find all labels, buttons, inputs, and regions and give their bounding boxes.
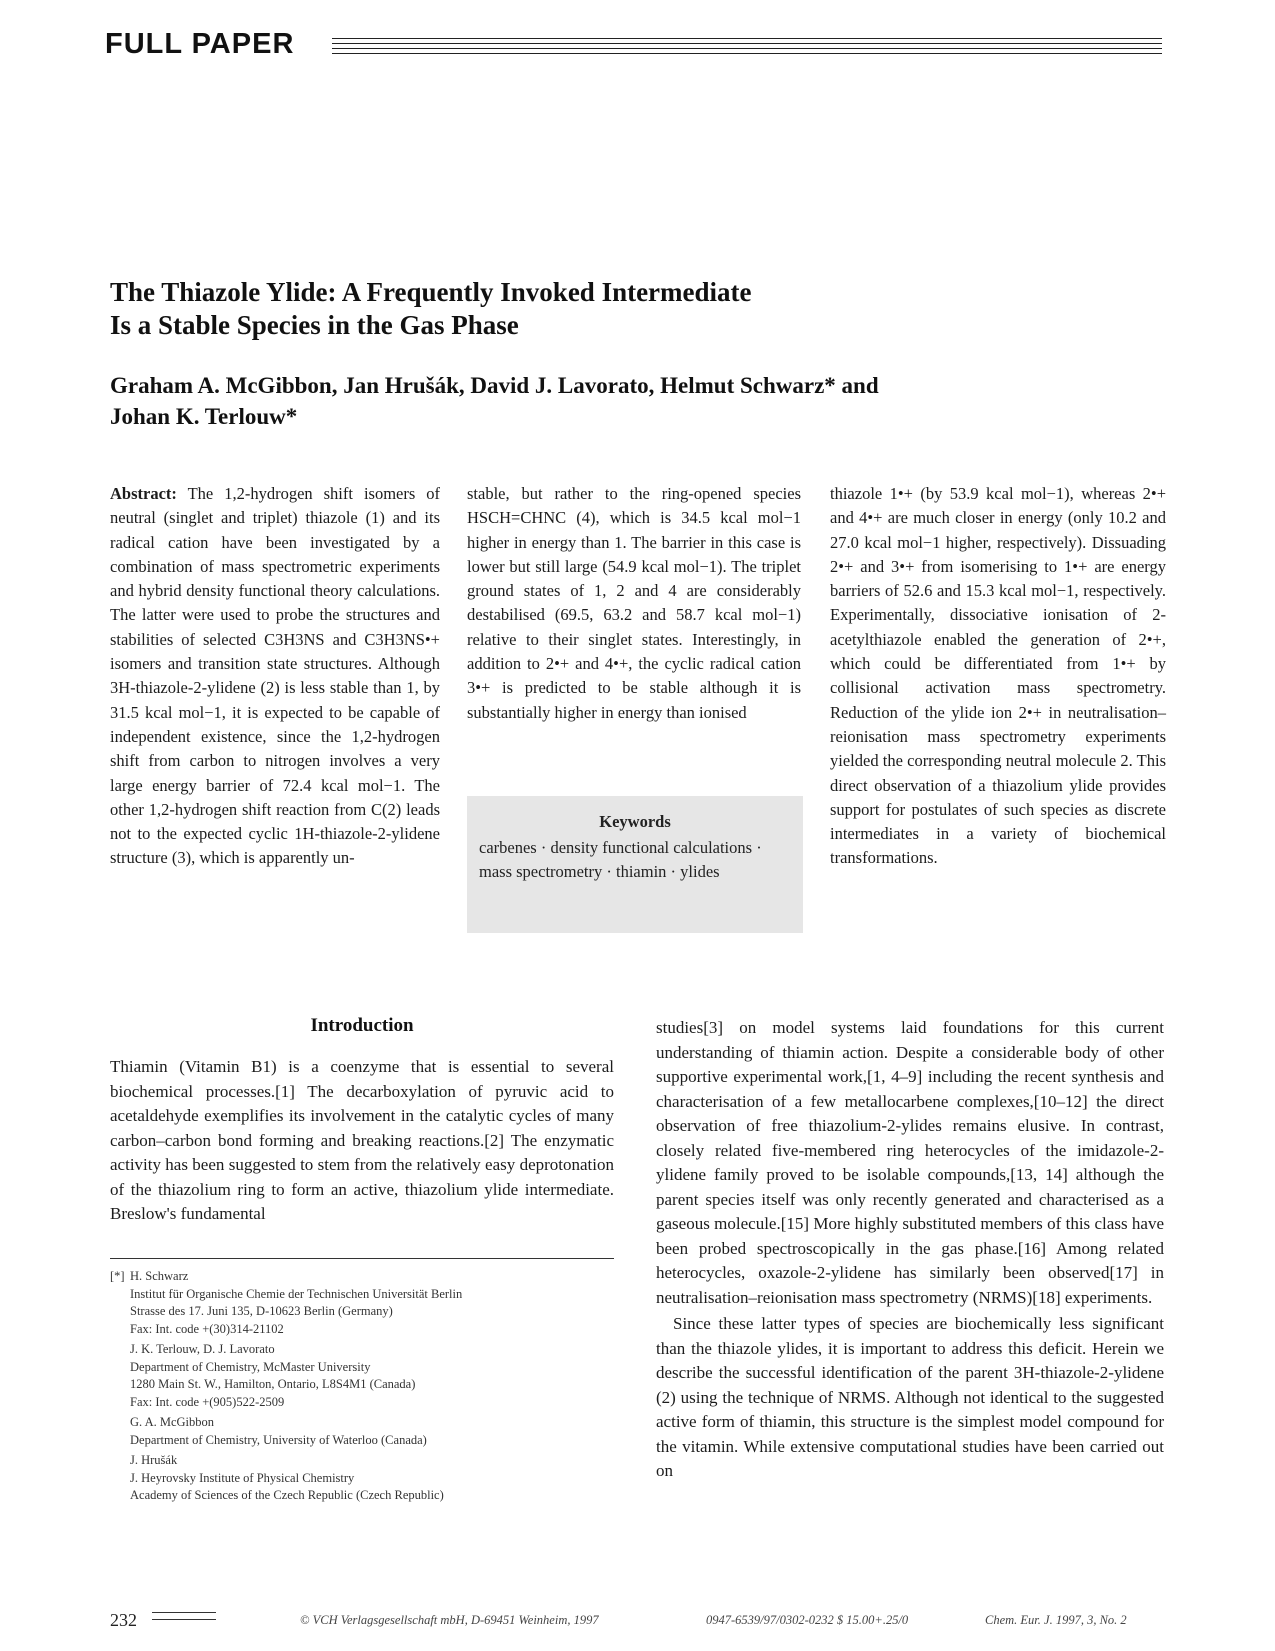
introduction-right-column xyxy=(656,1016,1164,1484)
introduction-paragraph-3: Since these latter types of species are biochemically less significant than the thiazole ylides, it is important to address this deficit. Herein we describe the successful identification of the parent 3H-thiazole-2-ylidene (2) using the technique of NRMS. Although not identical to the suggested active form of thiamin, this structure is the simplest model compound for the vitamin. While extensive computational studies have been carried out on xyxy=(656,1314,1164,1480)
affiliation-block xyxy=(110,1452,614,1505)
affiliation-line: Fax: Int. code +(905)522-2509 xyxy=(130,1394,285,1409)
affiliation-line: J. Heyrovsky Institute of Physical Chemistry xyxy=(130,1470,355,1485)
introduction-left-column xyxy=(110,1055,614,1227)
introduction-paragraph-2: studies[3] on model systems laid foundations for this current understanding of thiamin action. Despite a considerable body of other supportive experimental work,[1, 4–9] including the recent synthesis and characterisation of a few metallocarbene complexes,[10–12] the direct observation of free thiazolium-2-ylides remains elusive. In contrast, closely related five-membered ring heterocycles of the imidazole-2-ylidene family proved to be isolable compounds,[13, 14] although the parent species itself was only recently generated and characterised as a gaseous molecule.[15] More highly substituted members of this class have been probed spectroscopically in the gas phase.[16] Among related heterocycles, oxazole-2-ylidene has similarly been observed[17] in neutralisation–reionisation mass spectrometry (NRMS)[18] experiments. xyxy=(656,1018,1164,1307)
author-affiliations xyxy=(110,1268,614,1508)
affiliation-name: J. Hrušák xyxy=(130,1453,178,1467)
affiliation-block xyxy=(110,1414,614,1449)
affiliation-line: Department of Chemistry, University of Waterloo (Canada) xyxy=(130,1432,427,1447)
affiliation-name: H. Schwarz xyxy=(130,1269,189,1283)
keywords-text: carbenes · density functional calculations · mass spectrometry · thiamin · ylides xyxy=(479,838,762,881)
abstract-text-2: stable, but rather to the ring-opened species HSCH=CHNC (4), which is 34.5 kcal mol−1 higher in energy than 1. The barrier in this case is lower but still large (54.9 kcal mol−1). The triplet ground states of 1, 2 and 4 are considerably destabilised (69.5, 63.2 and 58.7 kcal mol−1) relative to their singlet states. Interestingly, in addition to 2•+ and 4•+, the cyclic radical cation 3•+ is predicted to be stable although it is substantially higher in energy than ionised xyxy=(467,484,801,722)
article-title xyxy=(110,276,1010,342)
abstract-column-3 xyxy=(830,482,1166,871)
footnote-divider xyxy=(110,1258,614,1259)
affiliation-line: Academy of Sciences of the Czech Republic (Czech Republic) xyxy=(130,1488,444,1502)
page-number: 232 xyxy=(110,1610,137,1630)
affiliation-name: G. A. McGibbon xyxy=(130,1415,215,1429)
affiliation-block xyxy=(110,1341,614,1411)
header-rules xyxy=(332,38,1162,60)
authors-line-1: Graham A. McGibbon, Jan Hrušák, David J. Lavorato, Helmut Schwarz* and xyxy=(110,373,879,398)
abstract-label: Abstract: xyxy=(110,484,177,503)
abstract-text-1: The 1,2-hydrogen shift isomers of neutral (singlet and triplet) thiazole (1) and its radical cation have been investigated by a combination of mass spectrometric experiments and hybrid density functional theory calculations. The latter were used to probe the structures and stabilities of selected C3H3NS and C3H3NS•+ isomers and transition state structures. Although 3H-thiazole-2-ylidene (2) is less stable than 1, by 31.5 kcal mol−1, it is expected to be capable of independent existence, since the 1,2-hydrogen shift from carbon to nitrogen involves a very large energy barrier of 72.4 kcal mol−1. The other 1,2-hydrogen shift reaction from C(2) leads not to the expected cyclic 1H-thiazole-2-ylidene structure (3), which is apparently un- xyxy=(110,484,441,868)
title-line-1: The Thiazole Ylide: A Frequently Invoked Intermediate xyxy=(110,277,752,307)
introduction-paragraph-1: Thiamin (Vitamin B1) is a coenzyme that is essential to several biochemical processes.[1] The decarboxylation of pyruvic acid to acetaldehyde exemplifies its involvement in the catalytic cycles of many carbon–carbon bond forming and breaking reactions.[2] The enzymatic activity has been suggested to stem from the relatively easy deprotonation of the thiazolium ring to form an active, thiazolium ylide intermediate. Breslow's fundamental xyxy=(110,1057,614,1223)
affiliation-line: Department of Chemistry, McMaster University xyxy=(130,1359,371,1374)
title-line-2: Is a Stable Species in the Gas Phase xyxy=(110,310,519,340)
footnote-mark: [*] xyxy=(110,1269,125,1283)
authors-line-2: Johan K. Terlouw* xyxy=(110,404,298,429)
author-list xyxy=(110,370,1060,432)
abstract-column-1 xyxy=(110,482,440,871)
affiliation-line: Fax: Int. code +(30)314-21102 xyxy=(130,1321,284,1336)
keywords-title: Keywords xyxy=(599,812,671,831)
journal-citation: Chem. Eur. J. 1997, 3, No. 2 xyxy=(985,1613,1127,1627)
affiliation-line: 1280 Main St. W., Hamilton, Ontario, L8S4M1 (Canada) xyxy=(130,1377,416,1391)
affiliation-line: Strasse des 17. Juni 135, D-10623 Berlin (Germany) xyxy=(130,1304,393,1318)
section-label: FULL PAPER xyxy=(105,28,295,60)
issn-line: 0947-6539/97/0302-0232 $ 15.00+.25/0 xyxy=(706,1613,909,1627)
abstract-column-2 xyxy=(467,482,801,725)
affiliation-block xyxy=(110,1268,614,1338)
introduction-heading: Introduction xyxy=(310,1015,414,1036)
page-number-rule xyxy=(152,1612,216,1626)
keywords-box xyxy=(467,796,803,933)
affiliation-line: Institut für Organische Chemie der Technischen Universität Berlin xyxy=(130,1286,463,1301)
abstract-text-3: thiazole 1•+ (by 53.9 kcal mol−1), whereas 2•+ and 4•+ are much closer in energy (only 10.2 and 27.0 kcal mol−1 higher, respectively). Dissuading 2•+ and 3•+ from isomerising to 1•+ are energy barriers of 52.6 and 15.3 kcal mol−1, respectively. Experimentally, dissociative ionisation of 2-acetylthiazole enabled the generation of 2•+, which could be differentiated from 1•+ by collisional activation mass spectrometry. Reduction of the ylide ion 2•+ in neutralisation–reionisation mass spectrometry experiments yielded the corresponding neutral molecule 2. This direct observation of a thiazolium ylide provides support for postulates of such species as discrete intermediates in a variety of biochemical transformations. xyxy=(830,484,1166,868)
affiliation-name: J. K. Terlouw, D. J. Lavorato xyxy=(130,1342,275,1356)
publisher-line: © VCH Verlagsgesellschaft mbH, D-69451 Weinheim, 1997 xyxy=(300,1613,599,1627)
